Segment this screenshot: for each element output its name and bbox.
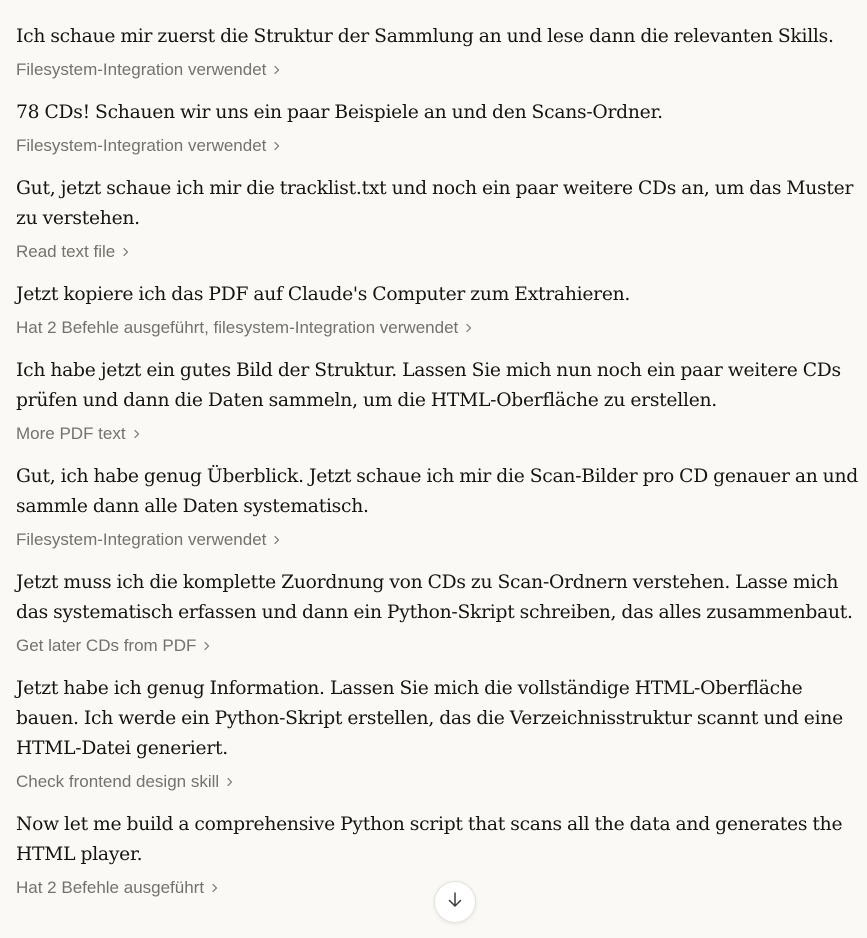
tool-use-toggle[interactable] — [16, 424, 142, 444]
tool-use-label: Filesystem-Integration verwendet — [16, 60, 267, 79]
assistant-message: Gut, ich habe genug Überblick. Jetzt schaue ich mir die Scan-Bilder pro CD genauer an und sammle dann alle Daten systematisch. — [16, 466, 858, 517]
chevron-right-icon — [210, 883, 220, 893]
tool-use-toggle[interactable] — [16, 772, 235, 792]
arrow-down-icon — [445, 890, 465, 915]
assistant-message: Ich schaue mir zuerst die Struktur der Sammlung an und lese dann die relevanten Skills. — [16, 26, 834, 47]
tool-use-label: Hat 2 Befehle ausgeführt, filesystem-Integration verwendet — [16, 318, 459, 337]
assistant-message: Jetzt habe ich genug Information. Lassen Sie mich die vollständige HTML-Oberfläche bauen. Ich werde ein Python-Skript erstellen, das die Verzeichnisstruktur scannt und eine HTML-Datei generiert. — [16, 678, 843, 759]
chevron-right-icon — [272, 65, 282, 75]
tool-use-label: Filesystem-Integration verwendet — [16, 530, 267, 549]
tool-use-toggle[interactable] — [16, 242, 131, 262]
tool-use-label: Hat 2 Befehle ausgeführt — [16, 878, 205, 897]
tool-use-toggle[interactable] — [16, 60, 282, 80]
assistant-message: 78 CDs! Schauen wir uns ein paar Beispiele an und den Scans-Ordner. — [16, 102, 663, 123]
tool-use-toggle[interactable] — [16, 878, 220, 898]
assistant-message: Gut, jetzt schaue ich mir die tracklist.txt und noch ein paar weitere CDs an, um das Muster zu verstehen. — [16, 178, 854, 229]
assistant-message: Ich habe jetzt ein gutes Bild der Struktur. Lassen Sie mich nun noch ein paar weitere CDs prüfen und dann die Daten sammeln, um die HTML-Oberfläche zu erstellen. — [16, 360, 841, 411]
tool-use-label: Read text file — [16, 242, 116, 261]
tool-use-label: Check frontend design skill — [16, 772, 220, 791]
tool-use-toggle[interactable] — [16, 136, 282, 156]
tool-use-toggle[interactable] — [16, 530, 282, 550]
scroll-to-bottom-button[interactable] — [434, 881, 476, 923]
tool-use-toggle[interactable] — [16, 318, 474, 338]
tool-use-label: More PDF text — [16, 424, 126, 443]
chevron-right-icon — [464, 323, 474, 333]
chevron-right-icon — [272, 535, 282, 545]
assistant-message: Jetzt muss ich die komplette Zuordnung von CDs zu Scan-Ordnern verstehen. Lasse mich das systematisch erfassen und dann ein Python-Skript schreiben, das alles zusammenbaut. — [16, 572, 853, 623]
tool-use-label: Filesystem-Integration verwendet — [16, 136, 267, 155]
tool-use-toggle[interactable] — [16, 636, 212, 656]
chevron-right-icon — [121, 247, 131, 257]
assistant-message: Now let me build a comprehensive Python script that scans all the data and generates the HTML player. — [16, 814, 843, 865]
tool-use-label: Get later CDs from PDF — [16, 636, 197, 655]
chevron-right-icon — [132, 429, 142, 439]
chevron-right-icon — [272, 141, 282, 151]
chevron-right-icon — [202, 641, 212, 651]
assistant-message: Jetzt kopiere ich das PDF auf Claude's Computer zum Extrahieren. — [16, 284, 631, 305]
chevron-right-icon — [225, 777, 235, 787]
